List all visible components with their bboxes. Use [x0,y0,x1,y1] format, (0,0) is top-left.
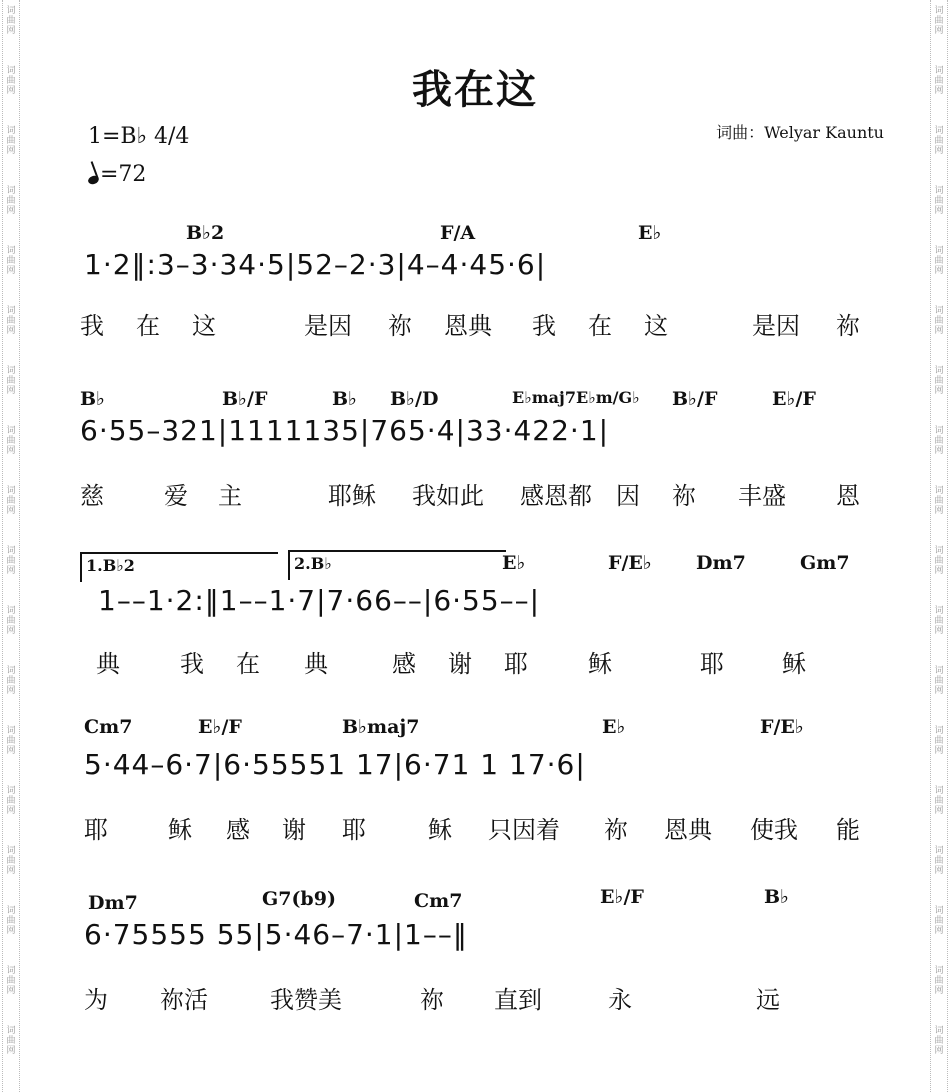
chord: Gm7 [800,552,850,574]
watermark-text: 词 曲 网 [934,606,944,636]
chord: B♭/F [672,388,718,410]
watermark-text: 词 曲 网 [6,66,16,96]
tempo-marking [88,162,146,187]
watermark-text: 词 曲 网 [6,546,16,576]
watermark-text: 词 曲 网 [6,1026,16,1056]
lyric: 稣 [428,816,452,844]
lyric: 丰盛 [738,482,786,510]
lyric: 直到 [494,986,542,1014]
lyric: 稣 [782,650,806,678]
chord: E♭m/G♭ [576,388,640,407]
watermark-text: 词 曲 网 [934,6,944,36]
lyric: 耶 [84,816,108,844]
lyric: 典 [96,650,120,678]
lyric: 祢 [388,312,412,340]
lyric: 在 [588,312,612,340]
chord: E♭/F [198,716,242,738]
song-title: 我在这 [412,66,538,113]
chord: B♭/D [390,388,439,410]
tempo-value: =72 [100,162,147,187]
lyric: 感恩都 [520,482,592,510]
lyric: 恩 [836,482,860,510]
lyric: 耶 [342,816,366,844]
notation-line: 1––1·2:‖1––1·7|7·66––|6·55––| [98,584,541,617]
lyric: 因 [616,482,640,510]
watermark-text: 词 曲 网 [6,6,16,36]
watermark-text: 词 曲 网 [6,966,16,996]
lyric: 能 [836,816,860,844]
watermark-text: 词 曲 网 [934,186,944,216]
watermark-text: 词 曲 网 [934,666,944,696]
chord: B♭maj7 [342,716,420,738]
chord: Dm7 [696,552,746,574]
lyric: 主 [218,482,242,510]
chord: E♭ [502,552,526,574]
chord: E♭ [602,716,626,738]
lyric: 是因 [304,312,352,340]
notation-line: 1·2‖:3–3·34·5|52–2·3|4–4·45·6| [84,248,547,281]
watermark-text: 词 曲 网 [934,546,944,576]
chord: G7(b9) [262,888,336,910]
chord: B♭/F [222,388,268,410]
chord: B♭ [80,388,106,410]
chord: E♭ [638,222,662,244]
lyric: 在 [236,650,260,678]
lyric: 我 [532,312,556,340]
lyric: 祢 [672,482,696,510]
watermark-text: 词 曲 网 [6,246,16,276]
lyric: 谢 [282,816,306,844]
chord: B♭ [332,388,358,410]
lyric: 谢 [448,650,472,678]
lyric: 慈 [80,482,104,510]
notation-line: 5·44–6·7|6·55551 17|6·71 1 17·6| [84,748,586,781]
chord: B♭ [764,886,790,908]
volta-first-ending: 1.B♭2 [80,552,278,582]
notation-line: 6·75555 55|5·46–7·1|1––‖ [84,918,468,951]
lyric: 稣 [168,816,192,844]
lyric: 感 [392,650,416,678]
chord: Cm7 [84,716,133,738]
lyric: 耶 [700,650,724,678]
watermark-text: 词 曲 网 [6,486,16,516]
chord: F/A [440,222,476,244]
watermark-text: 词 曲 网 [6,126,16,156]
watermark-text: 词 曲 网 [934,426,944,456]
key-signature: 1=B♭ 4/4 [88,124,190,149]
lyric: 祢活 [160,986,208,1014]
lyric: 感 [226,816,250,844]
watermark-text: 词 曲 网 [934,846,944,876]
watermark-text: 词 曲 网 [934,366,944,396]
lyric: 祢 [420,986,444,1014]
chord: B♭2 [186,222,225,244]
watermark-text: 词 曲 网 [6,306,16,336]
watermark-text: 词 曲 网 [6,606,16,636]
chord: Dm7 [88,892,138,914]
lyric: 这 [192,312,216,340]
lyric: 这 [644,312,668,340]
lyric: 永 [608,986,632,1014]
chord: E♭/F [600,886,644,908]
volta-second-ending: 2.B♭ [288,550,506,580]
watermark-text: 词 曲 网 [934,1026,944,1056]
chord: F/E♭ [760,716,804,738]
watermark-text: 词 曲 网 [6,846,16,876]
watermark-text: 词 曲 网 [934,246,944,276]
watermark-text: 词 曲 网 [934,786,944,816]
lyric: 耶稣 [328,482,376,510]
right-watermark-strip [930,0,948,1092]
watermark-text: 词 曲 网 [934,966,944,996]
left-watermark-strip [2,0,20,1092]
chord: F/E♭ [608,552,652,574]
watermark-text: 词 曲 网 [6,366,16,396]
chord: E♭maj7 [512,388,576,407]
watermark-text: 词 曲 网 [6,726,16,756]
lyric: 恩典 [664,816,712,844]
watermark-text: 词 曲 网 [934,726,944,756]
lyric: 爱 [164,482,188,510]
lyric: 耶 [504,650,528,678]
lyric: 我 [80,312,104,340]
lyric: 恩典 [444,312,492,340]
notation-line: 6·55–321|1111135|765·4|33·422·1| [80,414,610,447]
lyric: 祢 [604,816,628,844]
watermark-text: 词 曲 网 [934,906,944,936]
lyric: 是因 [752,312,800,340]
lyric: 为 [84,986,108,1014]
credit-line: 词曲：Welyar Kauntu [716,123,884,142]
lyric: 使我 [750,816,798,844]
watermark-text: 词 曲 网 [6,906,16,936]
lyric: 只因着 [488,816,560,844]
chord: E♭/F [772,388,816,410]
lyric: 我赞美 [270,986,342,1014]
lyric: 稣 [588,650,612,678]
watermark-text: 词 曲 网 [934,306,944,336]
watermark-text: 词 曲 网 [934,126,944,156]
watermark-text: 词 曲 网 [934,66,944,96]
lyric: 我 [180,650,204,678]
watermark-text: 词 曲 网 [934,486,944,516]
lyric: 典 [304,650,328,678]
watermark-text: 词 曲 网 [6,786,16,816]
lyric: 祢 [836,312,860,340]
watermark-text: 词 曲 网 [6,666,16,696]
quarter-note-icon [87,174,100,185]
chord: Cm7 [414,890,463,912]
lyric: 我如此 [412,482,484,510]
lyric: 在 [136,312,160,340]
lyric: 远 [756,986,780,1014]
watermark-text: 词 曲 网 [6,186,16,216]
watermark-text: 词 曲 网 [6,426,16,456]
